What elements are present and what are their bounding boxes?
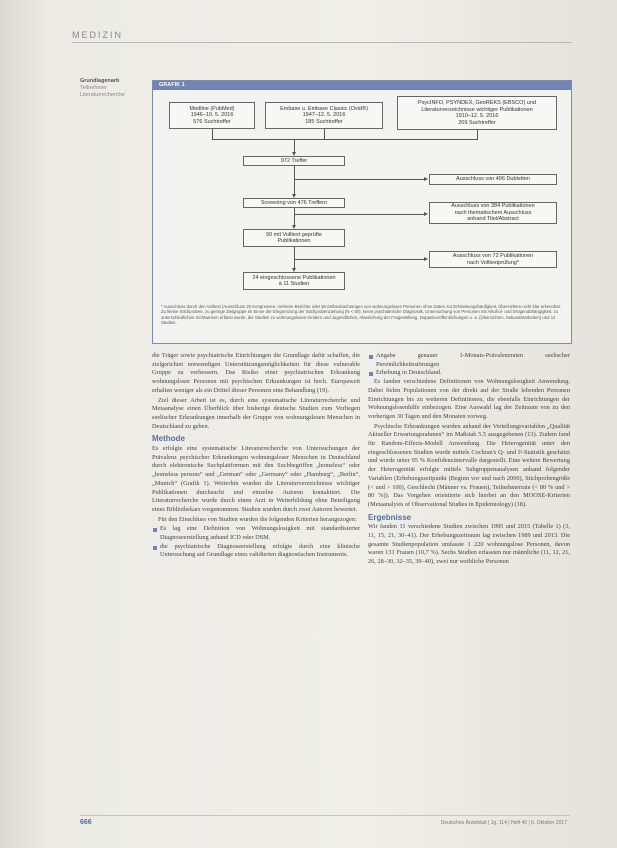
- screening-text: Screening von 476 Treffern: [260, 199, 328, 206]
- footer-divider: [80, 815, 570, 816]
- fulltext-line: Publikationen: [277, 238, 311, 244]
- list-item: die psychiatrische Diagnoseerstellung erfolgte durch eine klinische Untersuchung auf Grundlage eines validierten diagnostischen Instruments.: [152, 543, 360, 560]
- source-box-psycinfo: [397, 96, 557, 130]
- right-column: [368, 352, 570, 568]
- arrow-right-icon: [424, 257, 428, 261]
- hits-text: 972 Treffer: [280, 157, 308, 164]
- source-line: 209 Suchtreffer: [458, 119, 496, 126]
- fulltext-box: [243, 229, 345, 247]
- arrow-right-icon: [424, 177, 428, 181]
- figure-label: GRAFIK 1: [153, 81, 571, 90]
- connector-line: [477, 130, 478, 139]
- section-heading-methods: Methode: [152, 434, 185, 444]
- side-note-line: Literaturrecherche: [80, 92, 125, 98]
- figure-footnote: * Ausschluss durch den Volltext (Ausschluss 25 Kongressen, mehrere Berichte oder Einzelbeobachtungen von wohnungslosen Personen ohne Daten zur Erkrankungshäufigkeit, Übersichten nicht klar erkennbar. Zu kleine Stichproben, zu geringe Zielgruppe im Sinne der Eingrenzung der Stichprobenziehung (N < 50), keine psychiatrische Diagnostik, Untersuchung von Personen mit Alkohol- und Drogenabhängigkeit, zu unterschiedlichen Sichtweisen erfasst wurde, die Studien zu wohnungslosen Kindern und Jugendlichen, Abweichung der Fragestellung, Doppelveröffentlichungen u. a. (Übersichten, Sekundärarbeiten) und 11 Studien.: [161, 304, 562, 326]
- list-item: Angabe genauer 1-Monats-Prävalenzraten seelischer Persönlichkeitsstörungen: [368, 352, 570, 369]
- body-paragraph: Es erfolgte eine systematische Literaturrecherche von Untersuchungen der Prävalenz psychischer Erkrankungen wohnungsloser Menschen in Deutschland durch elektronische Suchplattformen mit den Suchbegriffen „homeless“ oder „homeless persons“ und „German“ oder „Germany“ oder „Hamburg“, „Berlin“, „Munich“ (Grafik 1). Weiterhin wurden die Literaturverzeichnisse wichtiger Publikationen durchsucht und einzelne Autoren kontaktiert. Die Literaturrecherche wurde durch einen Arzt in Weiterbildung ohne Beteiligung eines Bibliothekars vorgenommen. Studien wurden durch zwei Autoren bewertet.: [152, 445, 360, 513]
- connector-line: [294, 259, 425, 260]
- connector-line: [294, 139, 295, 153]
- arrow-right-icon: [424, 212, 428, 216]
- top-divider: [72, 42, 572, 43]
- side-note-line: Teilnehmer: [80, 85, 107, 91]
- excluded-titles-line: Ausschluss von 384 Publikationen: [451, 203, 535, 210]
- source-line: 1910–12. 5. 2016: [455, 113, 499, 119]
- section-heading-results: Ergebnisse: [368, 512, 412, 522]
- connector-line: [212, 139, 478, 140]
- connector-line: [212, 129, 213, 139]
- section-label: MEDIZIN: [72, 30, 123, 40]
- source-line: 1947–12. 5. 2016: [302, 112, 346, 119]
- source-line: 185 Suchtreffer: [305, 118, 343, 125]
- included-line: à 11 Studien: [278, 281, 310, 287]
- screening-box: [243, 198, 345, 208]
- included-line: 24 eingeschlossene Publikationen: [252, 274, 336, 281]
- list-item: Es lag eine Definition von Wohnungslosigkeit mit standardisierter Diagnoseerstellung anhand ICD oder DSM.: [152, 525, 360, 542]
- connector-line: [294, 208, 295, 226]
- journal-citation: Deutsches Ärzteblatt | Jg. 114 | Heft 40 | 6. Oktober 2017: [440, 820, 567, 826]
- source-line: Literaturverzeichnisse wichtiger Publikationen: [421, 106, 533, 113]
- body-paragraph: Für den Einschluss von Studien wurden die folgenden Kriterien herangezogen:: [158, 515, 357, 523]
- body-paragraph: die Träger sowie psychiatrische Einrichtungen die Grundlage dafür schaffen, die zielgerichtet notwendigen Unterstützungsmöglichkeiten für diese vulnerable Gruppe zu verbessern. Das Risiko einer psychiatrischen Erkrankung wohnungsloser Personen mit psychischen Erkrankungen ist hoch. Europaweit erhalten weniger als ein Drittel dieser Personen eine Behandlung (19).: [152, 352, 360, 394]
- body-paragraph: Es fanden verschiedene Definitionen von Wohnungslosigkeit Anwendung. Dabei fielen Populationen von der direkt auf der Straße lebenden Personen Einrichtungen bis zu weiteren Definitionen, die ebenfalls Einrichtungen der Wohnungslosenhilfe einbezogen. Eine Auswahl lag der Zeitraum von zu den vorherigen 30 Tagen und den Monaten vorweg.: [368, 378, 570, 420]
- connector-line: [294, 166, 295, 195]
- figure-flowchart: [152, 80, 572, 344]
- list-item: Erhebung in Deutschland.: [368, 369, 570, 378]
- source-line: Medline (PubMed): [189, 105, 235, 112]
- included-box: [243, 272, 345, 290]
- source-line: PsycINFO, PSYNDEX, GeoREKS (EBSCO) und: [418, 100, 536, 106]
- body-paragraph: Ziel dieser Arbeit ist es, durch eine systematische Literaturrecherche und Metaanalyse einen Überblick über bisherige deutsche Studien zum Vorliegen seelischer Erkrankungen innerhalb der Gruppe von wohnungslosen Menschen in Deutschland zu geben.: [152, 396, 360, 430]
- source-box-medline: [169, 102, 255, 129]
- excluded-fulltext-box: [429, 251, 557, 268]
- excluded-fulltext-line: nach Volltextprüfung*: [467, 259, 519, 266]
- side-note: [80, 78, 150, 99]
- hits-box: [243, 156, 345, 166]
- connector-line: [324, 129, 325, 139]
- body-paragraph: Psychische Erkrankungen wurden anhand der Verteilungsvariablen „Qualität Aktueller Erwartungsrahmen“ im Maßstab 5.5 ausgegebenen (13). Zudem fand für Random-Effects-Modell Anwendung. Die Heterogenität unter den eingeschlossenen Studien wurde mittels Cochran's Q- und I²-Statistik geschätzt und wurde unter 95 % Konfidenzintervalle dargestellt. Eine weitere Bewertung der Heterogenität erfolgte mittels Subgruppenanalysen anhand folgender Variablen (Erhebungszeitpunkt (Beginn vor und nach 2000), Stichprobengröße (< und > 100), Geschlecht (Männer vs. Frauen), Teilnehmerrate (< 80 % und > 80 %)). Das Vorgehen orientierte sich hierbei an den MOOSE-Kriterien (Metaanalysis of Observational Studies in Epidemiology) (18).: [368, 422, 570, 508]
- excluded-fulltext-line: Ausschluss von 72 Publikationen: [452, 253, 534, 259]
- left-column: [152, 352, 360, 560]
- excluded-titles-box: [429, 202, 557, 224]
- source-box-embase: [265, 102, 383, 129]
- body-paragraph: Wir fanden 11 verschiedene Studien zwischen 1995 und 2015 (Tabelle 1) (3, 11, 15, 21, 30–41). Der Erhebungszeitraum lag zwischen 1989 und 2013. Die gesamte Studienpopulation umfasste 1 220 wohnungslose Personen, davon waren 131 Frauen (10,7 %). Sechs Studien erfassten nur männliche (11, 12, 21, 26, 28–30, 32–35, 39–40), zwei nur weibliche Personen: [368, 523, 570, 566]
- fulltext-line: 90 mit Volltext geprüfte: [266, 231, 322, 238]
- connector-line: [294, 247, 295, 269]
- source-line: Embase u. Embase Classic (Ovid®): [280, 105, 368, 112]
- excluded-duplicates-text: Ausschluss von 496 Dubletten: [456, 176, 530, 183]
- connector-line: [294, 179, 425, 180]
- source-line: 1946–10. 5. 2016: [190, 112, 234, 119]
- excluded-titles-line: nach thematischem Ausschluss: [454, 209, 532, 216]
- side-note-line: Grundlagenarb: [80, 78, 120, 84]
- connector-line: [294, 214, 425, 215]
- excluded-titles-line: anhand Titel/Abstract: [467, 216, 519, 223]
- page-number: 666: [80, 819, 92, 826]
- source-line: 576 Suchtreffer: [193, 118, 231, 125]
- excluded-duplicates-box: [429, 174, 557, 185]
- criteria-list: [152, 525, 360, 560]
- criteria-list: [368, 352, 570, 378]
